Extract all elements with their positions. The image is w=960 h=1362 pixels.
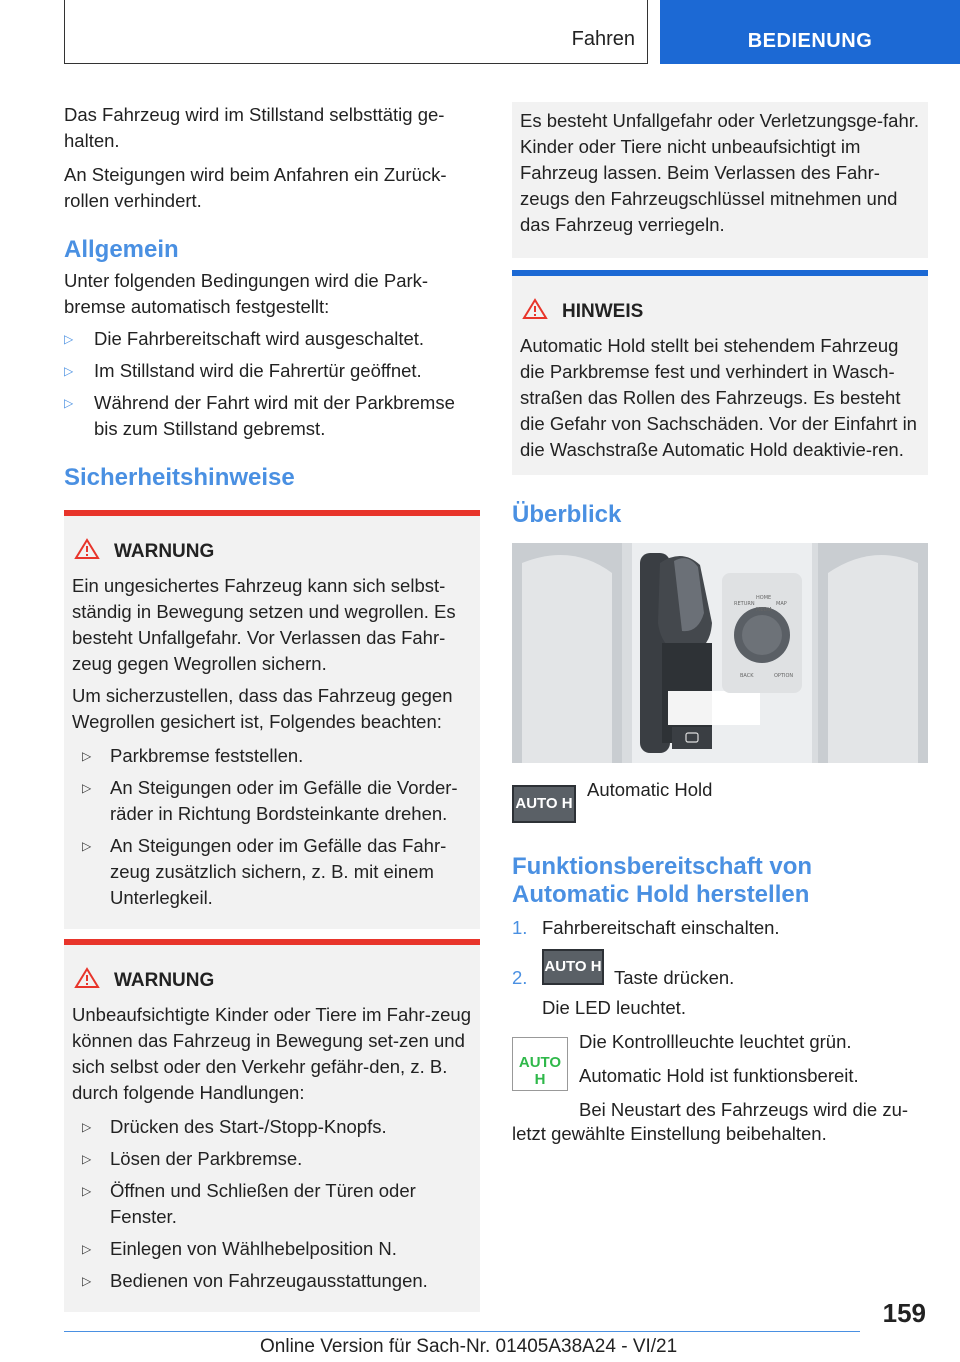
step-item: 2. AUTO H Taste drücken.	[512, 949, 928, 987]
photo-label-home: HOME	[756, 595, 772, 601]
intro-paragraph-1: Das Fahrzeug wird im Stillstand selbsttätig ge-halten.	[64, 104, 445, 151]
indicator-text-1: Die Kontrollleuchte leuchtet grün.	[579, 1031, 852, 1052]
hint-title: HINWEIS	[520, 298, 920, 327]
hint-text: Automatic Hold stellt bei stehendem Fahrzeug die Parkbremse fest und verhindert in Wasch-straßen das Rollen des Fahrzeugs. Es besteht die Gefahr von Sachschäden. Vor der Einfahrt in die Waschstraße Automatic Hold deaktivie-ren.	[520, 335, 917, 460]
warning-triangle-icon	[74, 967, 104, 996]
warning-text: Um sicherzustellen, dass das Fahrzeug gegen Wegrollen gesichert ist, Folgendes beachten:	[72, 685, 453, 732]
photo-label-option: OPTION	[774, 673, 794, 679]
warning-text: Unbeaufsichtigte Kinder oder Tiere im Fahr-zeug können das Fahrzeug in Bewegung set-zen und sich selbst oder den Verkehr gefähr-den, z. B. durch folgende Handlungen:	[72, 1004, 471, 1103]
warning-continued-box	[512, 102, 928, 258]
list-item: ▷ Lösen der Parkbremse.	[76, 1146, 472, 1172]
header-chapter-tab	[660, 0, 960, 64]
photo-label-return: RETURN	[734, 601, 755, 607]
hint-box	[512, 270, 928, 475]
right-column	[512, 102, 928, 1147]
allgemein-list	[64, 326, 480, 442]
warning-box-1	[64, 510, 480, 929]
warning-title: WARNUNG	[72, 967, 472, 996]
left-column	[64, 102, 480, 1312]
list-item: ▷ Bedienen von Fahrzeugausstattungen.	[76, 1268, 472, 1294]
auto-hold-indicator-icon: AUTO H	[512, 1037, 568, 1091]
steps-list	[512, 915, 928, 987]
triangle-bullet-icon: ▷	[64, 364, 74, 378]
triangle-bullet-icon: ▷	[82, 1152, 92, 1166]
photo-label-media: MEDIA	[756, 607, 773, 613]
indicator-row	[512, 1029, 928, 1137]
center-console-photo	[512, 543, 928, 763]
list-item: ▷ Einlegen von Wählhebelposition N.	[76, 1236, 472, 1262]
list-item: ▷ Öffnen und Schließen der Türen oder Fenster.	[82, 1180, 416, 1227]
footer-divider	[64, 1331, 860, 1332]
indicator-text-2: Automatic Hold ist funktionsbereit.	[579, 1065, 859, 1086]
allgemein-text: Unter folgenden Bedingungen wird die Park-bremse automatisch festgestellt:	[64, 270, 429, 317]
warning-triangle-icon	[74, 538, 104, 567]
warning-list	[76, 743, 472, 911]
warning-text: Ein ungesichertes Fahrzeug kann sich selbst-ständig in Bewegung setzen und wegrollen. Es besteht Unfallgefahr. Vor Verlassen das Fahr-zeug gegen Wegrollen sichern.	[72, 575, 456, 674]
auto-hold-button-icon: AUTO H	[512, 785, 576, 823]
auto-hold-button-icon: AUTO H	[542, 949, 604, 985]
list-item: ▷ Im Stillstand wird die Fahrertür geöffnet.	[64, 358, 480, 384]
heading-sicherheitshinweise: Sicherheitshinweise	[64, 464, 295, 491]
warning-box-2	[64, 939, 480, 1312]
warning-continued-text: Es besteht Unfallgefahr oder Verletzungsge-fahr. Kinder oder Tiere nicht unbeaufsichtigt im Fahrzeug lassen. Beim Verlassen des Fahr-zeugs den Fahrzeugschlüssel mitnehmen und das Fahrzeug verriegeln.	[520, 110, 920, 235]
hint-triangle-icon	[522, 298, 552, 327]
restart-text-line2: letzt gewählte Einstellung beibehalten.	[512, 1123, 827, 1144]
photo-label-back: BACK	[740, 673, 754, 679]
list-item: ▷ An Steigungen oder im Gefälle die Vorder-räder in Richtung Bordsteinkante drehen.	[82, 777, 458, 824]
list-item: ▷ An Steigungen oder im Gefälle das Fahr-zeug zusätzlich sichern, z. B. mit einem Unterlegkeil.	[82, 835, 447, 908]
triangle-bullet-icon: ▷	[82, 749, 92, 763]
list-item: ▷ Drücken des Start-/Stopp-Knopfs.	[76, 1114, 472, 1140]
triangle-bullet-icon: ▷	[82, 781, 92, 795]
triangle-bullet-icon: ▷	[82, 1274, 92, 1288]
led-text: Die LED leuchtet.	[542, 997, 686, 1018]
auto-hold-legend	[512, 779, 928, 839]
triangle-bullet-icon: ▷	[64, 396, 74, 410]
step-item: 1. Fahrbereitschaft einschalten.	[512, 917, 780, 938]
warning-title: WARNUNG	[72, 538, 472, 567]
triangle-bullet-icon: ▷	[82, 1120, 92, 1134]
footer-online-version: Online Version für Sach-Nr. 01405A38A24 - VI/21	[260, 1336, 678, 1357]
photo-label-map: MAP	[776, 601, 787, 607]
heading-funktionsbereitschaft: Funktionsbereitschaft von Automatic Hold herstellen	[512, 853, 813, 908]
intro-paragraph-2: An Steigungen wird beim Anfahren ein Zurück-rollen verhindert.	[64, 164, 447, 211]
header-section-label: Fahren	[571, 28, 635, 50]
page-number: 159	[882, 1298, 926, 1328]
header-chapter-label: BEDIENUNG	[747, 30, 873, 52]
triangle-bullet-icon: ▷	[82, 1184, 92, 1198]
list-item: ▷ Während der Fahrt wird mit der Parkbremse bis zum Stillstand gebremst.	[64, 392, 455, 439]
triangle-bullet-icon: ▷	[64, 332, 74, 346]
list-item: ▷ Die Fahrbereitschaft wird ausgeschaltet.	[64, 326, 480, 352]
restart-text-line1: Bei Neustart des Fahrzeugs wird die zu-	[579, 1099, 909, 1120]
triangle-bullet-icon: ▷	[82, 1242, 92, 1256]
header-section-tab	[64, 0, 648, 64]
heading-ueberblick: Überblick	[512, 501, 622, 528]
warning-list	[76, 1114, 472, 1294]
triangle-bullet-icon: ▷	[82, 839, 92, 853]
auto-hold-caption: Automatic Hold	[587, 779, 713, 800]
list-item: ▷ Parkbremse feststellen.	[76, 743, 472, 769]
heading-allgemein: Allgemein	[64, 236, 179, 263]
